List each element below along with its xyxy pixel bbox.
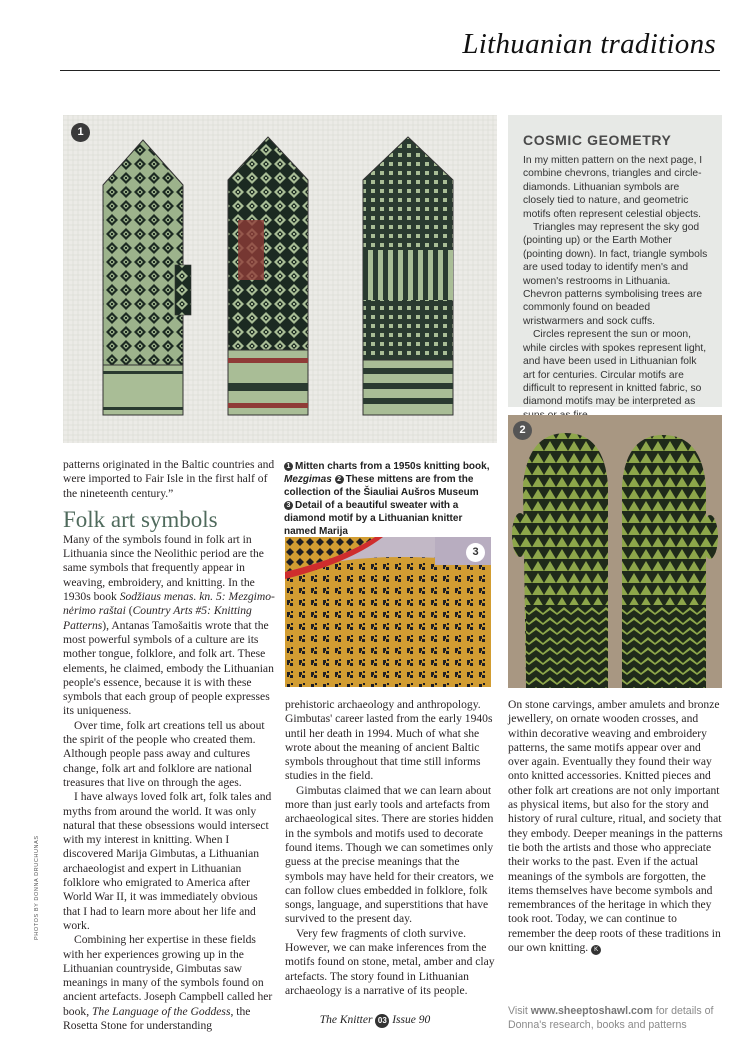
col1-p4-text-b: , the Rosetta Stone for understanding (63, 1004, 251, 1032)
column-2 (285, 698, 495, 998)
caption-part-2: These mittens are from the collection of the Šiauliai Aušros Museum (284, 474, 479, 498)
header-rule (60, 70, 720, 71)
col3-text: On stone carvings, amber amulets and bronze jewellery, on ornate wooden crosses, and within decorative weaving and embroidery patterns, the same motifs appear over and over again. Eventually they found their way onto knitted accessories. Knitted pieces and other folk art creations are not only important as physical items, but also for the story and history of rural culture, ritual, and society that they embody. Deeper meanings in the patterns tie both the artists and those who appreciate their works to the past. Even if the actual meanings of the symbols are forgotten, the items themselves have become symbols and remembrances of the heritage in which they took root. Today, we can continue to remember the deep roots of these traditions in our own knitting. (508, 698, 723, 955)
col2-paragraph-1: prehistoric archaeology and anthropology. Gimbutas' career lasted from the early 1940s until her death in 1994. Much of what she wrote about the meaning of ancient Baltic symbols throughout that time still informs studies in the field. (285, 698, 493, 783)
footer-issue: Issue 90 (392, 1014, 431, 1026)
col1-paragraph-2: Over time, folk art creations tell us about the spirit of the people who created them. Although people pass away and cultures change, folk art and folklore are national treasures that live on through the ages. (63, 718, 265, 789)
col1-p1-text-b: ( (125, 604, 133, 618)
caption-number-1: 1 (284, 462, 293, 471)
cosmic-paragraph-2: Triangles may represent the sky god (pointing up) or the Earth Mother (pointing down). In fact, triangle symbols are used today to identify men's and women's restrooms in Lithuania. Chevron patterns symbolising trees are commonly found on beaded wristwarmers and sock cuffs. (523, 222, 708, 327)
col1-p1-text-c: ), Antanas Tamošaitis wrote that the most powerful symbols of a culture are its mother tongue, folklore, and folk art. These elements, he claimed, embody the Lithuanian people's essence, because it is with these symbols that each group of people expresses its uniqueness. (63, 618, 274, 718)
figure-caption (284, 460, 492, 538)
mitten-chart-2 (228, 137, 308, 415)
end-mark: K (591, 945, 601, 955)
mittens-photo-illustration (508, 415, 722, 688)
page-footer (0, 1014, 750, 1028)
cosmic-paragraph-1: In my mitten pattern on the next page, I combine chevrons, triangles and circle-diamonds. Lithuanian symbols are closely tied to nature, and geometric motifs often represent celestial objects. (523, 155, 703, 220)
caption-part-3: Detail of a beautiful sweater with a diamond motif by a Lithuanian knitter named Marija (284, 500, 463, 537)
cosmic-paragraph-3: Circles represent the sun or moon, while circles with spokes represent light, and have been used in Lithuanian folk art for centuries. Circular motifs are difficult to represent in knitted fabric, so diamond motifs may be interpreted as (523, 329, 707, 408)
caption-number-3: 3 (284, 501, 293, 510)
mitten-chart-1 (103, 140, 191, 415)
visit-prefix: Visit (508, 1005, 531, 1017)
section-heading-folk-art: Folk art symbols (63, 506, 218, 532)
column-1 (63, 458, 275, 1033)
figure-sweater-photo (285, 537, 491, 687)
intro-quote: patterns originated in the Baltic countries and were imported to Fair Isle in the first half of the nineteenth century.” (63, 458, 275, 500)
mitten-charts-illustration (63, 115, 497, 443)
figure-2-badge: 2 (513, 421, 532, 440)
mitten-chart-3 (363, 137, 453, 415)
col3-paragraph-1 (508, 698, 723, 955)
figure-mittens-photo (508, 415, 722, 688)
column-3 (508, 698, 723, 955)
footer-page-number: 03 (375, 1014, 389, 1028)
figure-3-badge: 3 (466, 543, 485, 562)
col1-paragraph-1 (63, 533, 275, 719)
col1-p4-text-a: Combining her expertise in these fields with her experiences growing up in the Lithuanian countryside, Gimbutas saw meanings in many of the symbols found on ancient artefacts. Joseph Campbell called her book, (63, 933, 273, 1018)
col1-p1-book-lithuanian: Sodžiaus menas. kn. 5: Mezgimo-nėrimo raštai (63, 590, 275, 618)
caption-part-1: Mitten charts from a 1950s knitting book, (295, 461, 490, 472)
col1-paragraph-3: I have always loved folk art, folk tales and myths from around the world. It was only natural that these obsessions would intersect with my interest in knitting. When I discovered Marija Gimbutas, a Lithuanian archaeologist and expert in Lithuanian folklore who emigrated to America after World War II, it was immediately obvious that I had to learn more about her life and work. (63, 790, 272, 932)
visit-url-link[interactable]: www.sheeptoshawl.com (530, 1005, 653, 1017)
cosmic-geometry-box (508, 115, 722, 407)
col1-p4-book-title: The Language of the Goddess (91, 1004, 231, 1018)
figure-mitten-charts (63, 115, 497, 443)
caption-number-2: 2 (335, 475, 344, 484)
col1-p1-book-english: Country Arts #5: Knitting Patterns (63, 604, 252, 632)
figure-1-badge: 1 (71, 123, 90, 142)
caption-book-title: Mezgimas (284, 474, 332, 485)
footer-magazine: The Knitter (319, 1014, 373, 1026)
visit-suffix: for details of Donna's research, books and patterns (508, 1005, 714, 1031)
col2-paragraph-2: Gimbutas claimed that we can learn about more than just early tools and artefacts from archaeological sites. There are stories hidden in the symbols and motifs used to decorate found items. Though we can sometimes only guess at the precise meanings that the symbols may have held for their creators, we can follow clues embedded in folklore, folk songs, language, and superstitions that have survived to the present day. (285, 783, 494, 926)
sweater-illustration (285, 537, 491, 687)
cosmic-geometry-title: COSMIC GEOMETRY (523, 132, 672, 148)
col1-p1-text-a: Many of the symbols found in folk art in Lithuania since the Neolithic period are the same symbols that frequently appear in weaving, embroidery, and knitting. In the 1930s book (63, 532, 264, 604)
section-title: Lithuanian traditions (462, 28, 716, 60)
photo-credit: PHOTOS BY DONNA DRUCHUNAS (34, 835, 40, 940)
col2-paragraph-3: Very few fragments of cloth survive. However, we can make inferences from the motifs found on stone, metal, amber and clay artefacts. The story found in Lithuanian archaeology is a narrative of its people. (285, 926, 495, 997)
